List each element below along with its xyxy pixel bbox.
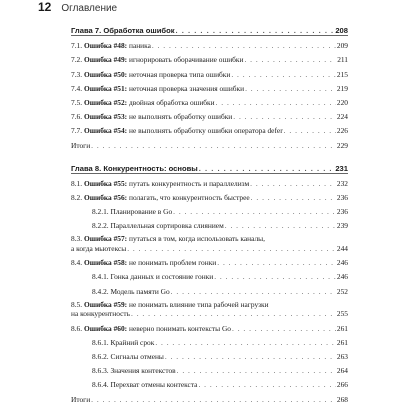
chapter-page: 231 (335, 163, 348, 173)
entry-page: 263 (336, 352, 348, 361)
entry-page: 244 (336, 243, 348, 253)
toc-entry-8-1[interactable]: 8.1. Ошибка #55: путать конкурентность и параллелизм . . . 232 (71, 174, 348, 188)
entry-page: 239 (336, 221, 348, 231)
toc-entry-7-3[interactable]: 7.3. Ошибка #50: неточная проверка типа ошибки . . . 215 (71, 64, 348, 78)
toc-entry-7-6[interactable]: 7.6. Ошибка #53: не выполнять обработку ошибки . . . 224 (71, 107, 348, 121)
entry-page: 232 (336, 178, 348, 188)
entry-page: 220 (336, 97, 348, 107)
entry-page: 229 (336, 140, 348, 150)
page-header (38, 0, 117, 14)
toc-entry-8-5[interactable]: 8.5. Ошибка #59: не понимать влияние типа рабочей нагрузки на конкурентность . . . 255 (71, 296, 348, 319)
entry-page: 236 (336, 192, 348, 202)
toc-entry-7-summary[interactable]: Итоги . . . 229 (71, 135, 348, 149)
entry-page: 255 (336, 309, 348, 319)
entry-page: 252 (336, 286, 348, 296)
entry-page: 211 (337, 55, 348, 65)
entry-page: 236 (336, 207, 348, 217)
toc-entry-8-6[interactable]: 8.6. Ошибка #60: неверно понимать контексты Go . . . 261 (71, 318, 348, 332)
entry-page: 264 (336, 366, 348, 376)
toc-entry-7-5[interactable]: 7.5. Ошибка #52: двойная обработка ошибки . . . 220 (71, 93, 348, 107)
toc-entry-7-4[interactable]: 7.4. Ошибка #51: неточная проверка значения ошибки . . . 219 (71, 79, 348, 93)
chapter-page: 208 (335, 26, 348, 35)
entry-page: 209 (336, 41, 348, 51)
table-of-contents (71, 22, 348, 404)
toc-entry-8-6-2[interactable]: 8.6.2. Сигналы отмены . . . 263 (71, 347, 348, 361)
toc-entry-8-4[interactable]: 8.4. Ошибка #58: не понимать проблем гонки . . . 246 (71, 253, 348, 267)
entry-page: 219 (336, 83, 348, 93)
entry-page: 261 (336, 337, 348, 347)
entry-page: 224 (336, 112, 348, 122)
toc-entry-8-4-2[interactable]: 8.4.2. Модель памяти Go . . . 252 (71, 281, 348, 295)
entry-page: 268 (336, 394, 348, 404)
entry-page: 246 (336, 258, 348, 268)
toc-entry-7-7[interactable]: 7.7. Ошибка #54: не выполнять обработку ошибки оператора defer . . . 226 (71, 121, 348, 135)
running-title: Оглавление (61, 3, 118, 14)
toc-entry-8-3[interactable]: 8.3. Ошибка #57: путаться в том, когда использовать каналы, а когда мьютексы . . . 244 (71, 230, 348, 253)
toc-entry-8-2-1[interactable]: 8.2.1. Планирование в Go . . . 236 (71, 202, 348, 216)
entry-page: 261 (336, 323, 348, 333)
chapter-7-heading[interactable] (71, 22, 348, 36)
toc-entry-7-2[interactable]: 7.2. Ошибка #49: игнорировать оборачивание ошибки . . . 211 (71, 50, 348, 64)
toc-entry-8-2[interactable]: 8.2. Ошибка #56: полагать, что конкурентность быстрее . . . 236 (71, 188, 348, 202)
chapter-title: Глава 8. Конкурентность: основы (71, 163, 198, 173)
entry-page: 266 (336, 380, 348, 390)
entry-page: 246 (336, 272, 348, 282)
toc-entry-8-6-3[interactable]: 8.6.3. Значения контекстов . . . 264 (71, 361, 348, 375)
toc-entry-8-6-4[interactable]: 8.6.4. Перехват отмены контекста . . . 266 (71, 375, 348, 389)
toc-entry-8-6-1[interactable]: 8.6.1. Крайний срок . . . 261 (71, 333, 348, 347)
toc-entry-8-4-1[interactable]: 8.4.1. Гонка данных и состояние гонки . . . 246 (71, 267, 348, 281)
entry-page: 226 (336, 126, 348, 136)
chapter-8-heading[interactable] (71, 160, 348, 174)
toc-entry-8-2-2[interactable]: 8.2.2. Параллельная сортировка слиянием . . . 239 (71, 216, 348, 230)
chapter-title: Глава 7. Обработка ошибок (71, 26, 175, 35)
toc-entry-8-summary[interactable]: Итоги . . . 268 (71, 389, 348, 403)
toc-entry-7-1[interactable]: 7.1. Ошибка #48: паника . . . 209 (71, 36, 348, 50)
page-number: 12 (38, 0, 52, 14)
entry-page: 215 (336, 69, 348, 79)
